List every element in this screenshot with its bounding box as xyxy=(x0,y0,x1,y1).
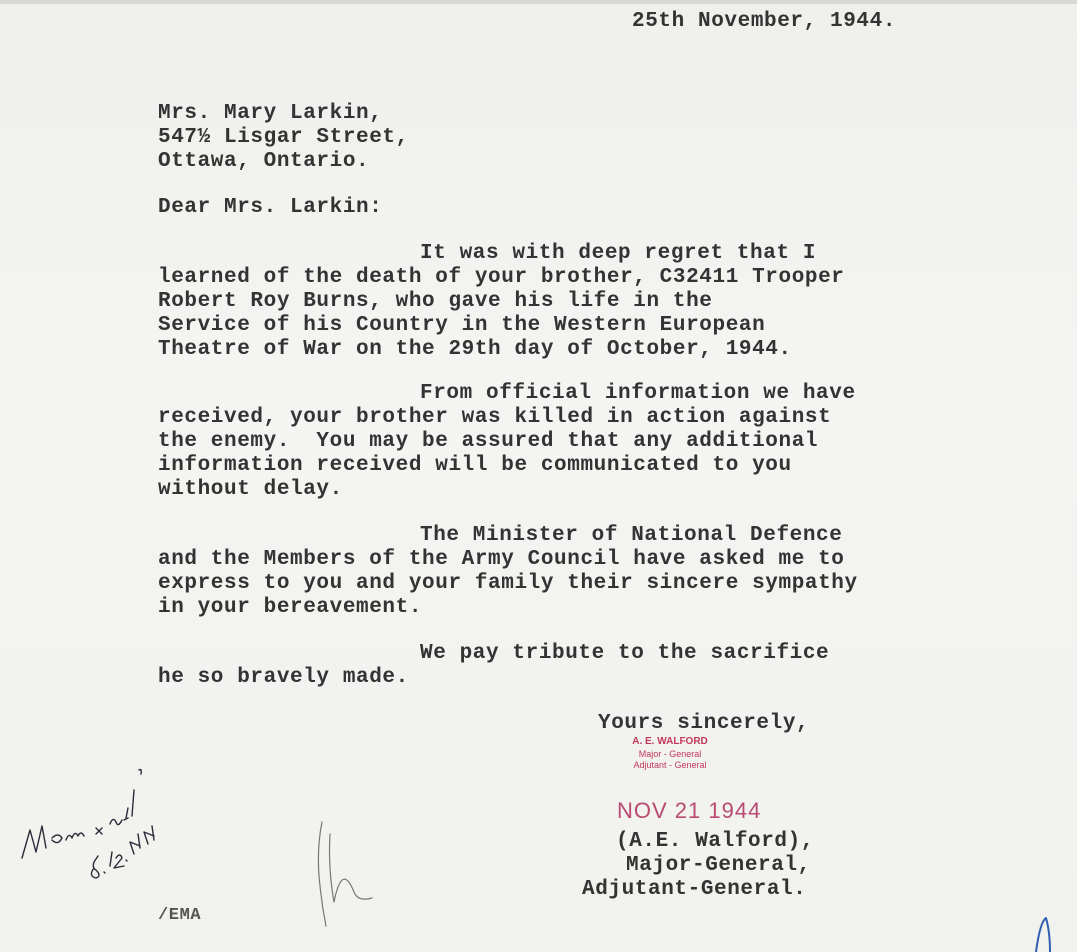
closing: Yours sincerely, xyxy=(598,712,810,735)
signature-stamp-name: A. E. WALFORD xyxy=(632,736,708,747)
salutation: Dear Mrs. Larkin: xyxy=(158,196,383,219)
signature-stamp-rank: Major - General xyxy=(638,749,702,759)
paragraph-4-line: he so bravely made. xyxy=(158,666,409,689)
paragraph-1-line: Robert Roy Burns, who gave his life in the xyxy=(158,290,713,313)
paragraph-2-line: without delay. xyxy=(158,478,343,501)
paragraph-1-line: learned of the death of your brother, C32411 Trooper xyxy=(158,266,845,289)
paragraph-1-line: Service of his Country in the Western European xyxy=(158,314,766,337)
paragraph-3-line: The Minister of National Defence xyxy=(420,524,843,547)
paragraph-2-line: the enemy. You may be assured that any additional xyxy=(158,430,819,453)
recipient-line-3: Ottawa, Ontario. xyxy=(158,150,370,173)
letter-date: 25th November, 1944. xyxy=(632,10,897,33)
signature-block-line: Adjutant-General. xyxy=(582,878,807,901)
paragraph-1-line: It was with deep regret that I xyxy=(420,242,817,265)
typist-initials: /EMA xyxy=(158,906,202,925)
signature-stamp-title: Adjutant - General xyxy=(633,760,707,770)
received-date-stamp: NOV 21 1944 xyxy=(617,798,762,823)
paragraph-2-line: received, your brother was killed in action against xyxy=(158,406,832,429)
recipient-line-2: 547½ Lisgar Street, xyxy=(158,126,409,149)
paragraph-2-line: information received will be communicated to you xyxy=(158,454,792,477)
signature-block-line: (A.E. Walford), xyxy=(616,830,815,853)
paragraph-3-line: express to you and your family their sincere sympathy xyxy=(158,572,858,595)
paragraph-3-line: in your bereavement. xyxy=(158,596,423,619)
recipient-line-1: Mrs. Mary Larkin, xyxy=(158,102,383,125)
paragraph-3-line: and the Members of the Army Council have asked me to xyxy=(158,548,845,571)
signature-block-line: Major-General, xyxy=(626,854,811,877)
paragraph-1-line: Theatre of War on the 29th day of October, 1944. xyxy=(158,338,792,361)
paragraph-4-line: We pay tribute to the sacrifice xyxy=(420,642,830,665)
paragraph-2-line: From official information we have xyxy=(420,382,856,405)
